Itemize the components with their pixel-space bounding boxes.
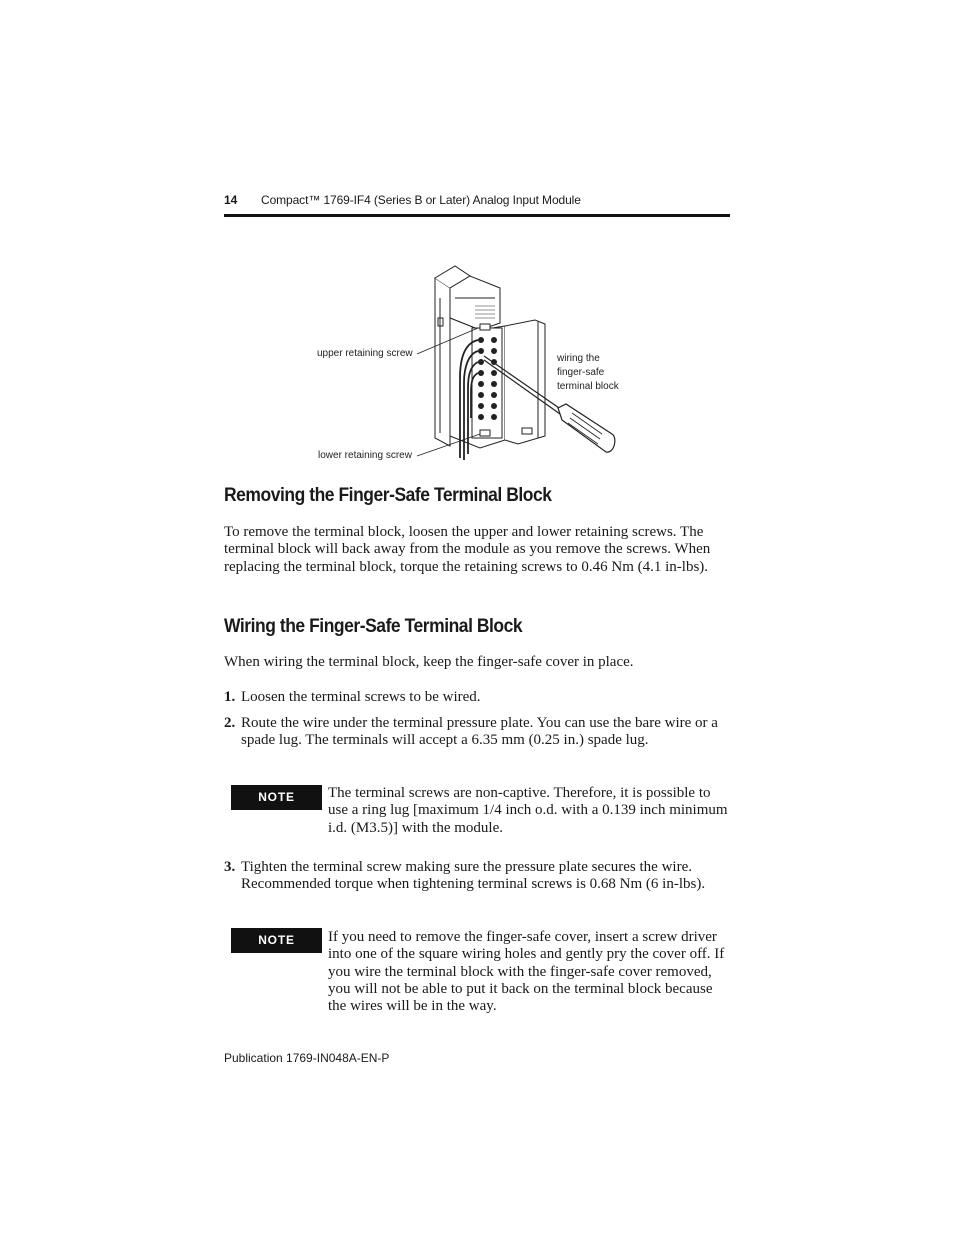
label-lower-retaining-screw: lower retaining screw	[318, 450, 412, 461]
list-item	[224, 859, 730, 894]
list-item	[224, 715, 730, 750]
step-number: 2.	[224, 715, 236, 731]
note-badge: NOTE	[231, 785, 322, 810]
step-number: 1.	[224, 689, 236, 705]
publication-footer: Publication 1769-IN048A-EN-P	[224, 1051, 390, 1065]
document-title: Compact™ 1769-IF4 (Series B or Later) Analog Input Module	[261, 193, 581, 207]
label-wiring-line2: finger-safe	[557, 367, 605, 378]
page-number: 14	[224, 193, 238, 207]
terminal-block-figure	[300, 258, 640, 468]
heading-removing-terminal-block: Removing the Finger-Safe Terminal Block	[224, 485, 552, 506]
note-text: If you need to remove the finger-safe cover, insert a screw driver into one of the square wiring holes and gently pry the cover off. If you wire the terminal block with the finger-safe cover removed, you will not be able to put it back on the terminal block because the wires will be in the way.	[328, 929, 725, 1015]
heading-wiring-terminal-block: Wiring the Finger-Safe Terminal Block	[224, 616, 523, 637]
note-text: The terminal screws are non-captive. Therefore, it is possible to use a ring lug [maximum 1/4 inch o.d. with a 0.139 inch minimum i.d. (M3.5)] with the module.	[328, 785, 728, 836]
label-upper-retaining-screw: upper retaining screw	[317, 348, 413, 359]
header-rule	[224, 214, 730, 217]
running-header	[224, 192, 729, 208]
step-number: 3.	[224, 859, 236, 875]
note-badge: NOTE	[231, 928, 322, 953]
step-text: Route the wire under the terminal pressure plate. You can use the bare wire or a spade lug. The terminals will accept a 6.35 mm (0.25 in.) spade lug.	[241, 715, 718, 749]
label-wiring-line1: wiring the	[557, 353, 600, 364]
label-wiring-line3: terminal block	[557, 381, 619, 392]
step-text: Loosen the terminal screws to be wired.	[241, 689, 481, 705]
step-text: Tighten the terminal screw making sure the pressure plate secures the wire. Recommended torque when tightening terminal screws is 0.68 Nm (6 in-lbs).	[241, 859, 706, 893]
paragraph-wiring-intro: When wiring the terminal block, keep the finger-safe cover in place.	[224, 654, 634, 670]
list-item	[224, 689, 730, 706]
paragraph-removing: To remove the terminal block, loosen the upper and lower retaining screws. The terminal block will back away from the module as you remove the screws. When replacing the terminal block, torque the retaining screws to 0.46 Nm (4.1 in-lbs).	[224, 524, 711, 575]
